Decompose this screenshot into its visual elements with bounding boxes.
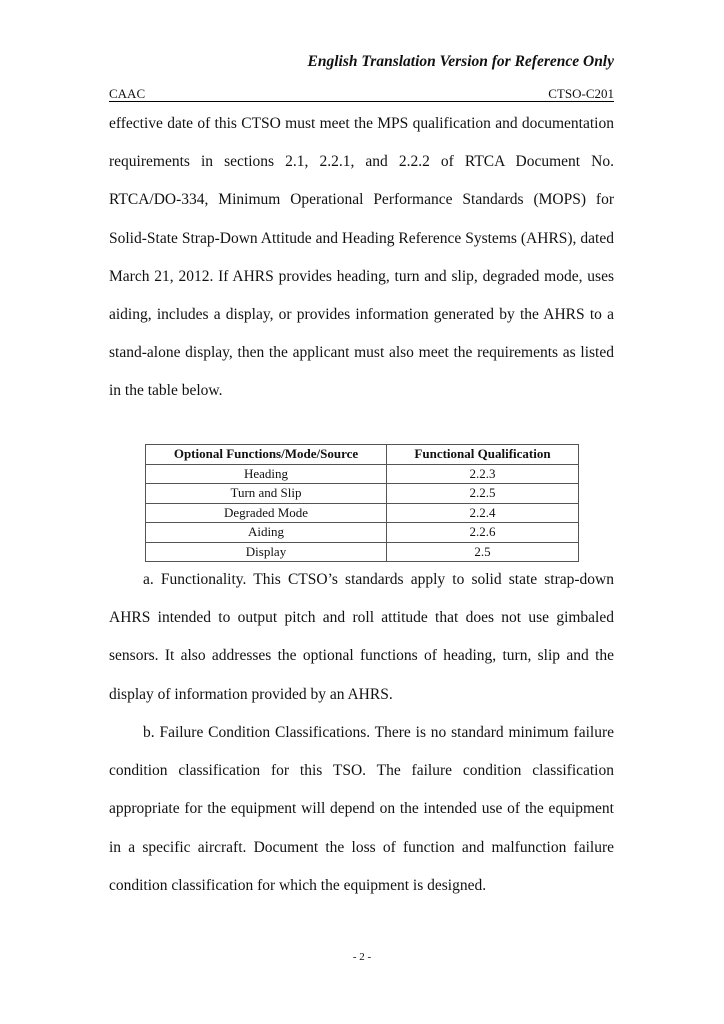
table-cell-function: Aiding xyxy=(146,523,387,543)
table-row xyxy=(146,503,579,523)
table-header-qualification: Functional Qualification xyxy=(387,445,579,465)
header-agency: CAAC xyxy=(109,86,146,101)
table-cell-qualification: 2.2.5 xyxy=(387,484,579,504)
page-number: - 2 - xyxy=(352,951,372,963)
table-cell-qualification: 2.2.3 xyxy=(387,464,579,484)
table-row xyxy=(146,464,579,484)
table-cell-function: Turn and Slip xyxy=(146,484,387,504)
table-cell-qualification: 2.5 xyxy=(387,542,579,562)
paragraph-failure-condition: b. Failure Condition Classifications. There is no standard minimum failure condition classification for this TSO. The failure condition classification appropriate for the equipment will depend on the intended use of the equipment in a specific aircraft. Document the loss of function and malfunction failure condition classification for which the equipment is designed. xyxy=(109,724,614,894)
table-cell-function: Heading xyxy=(146,464,387,484)
header-divider xyxy=(109,101,614,102)
table-row xyxy=(146,523,579,543)
table-header-function: Optional Functions/Mode/Source xyxy=(146,445,387,465)
table-cell-qualification: 2.2.6 xyxy=(387,523,579,543)
table-row xyxy=(146,542,579,562)
table-header-row xyxy=(146,445,579,465)
table-cell-qualification: 2.2.4 xyxy=(387,503,579,523)
header-document-id: CTSO-C201 xyxy=(548,86,614,101)
paragraph-effective-date: effective date of this CTSO must meet the MPS qualification and documentation requirements in sections 2.1, 2.2.1, and 2.2.2 of RTCA Document No. RTCA/DO-334, Minimum Operational Performance Standards (MOPS) for Solid-State Strap-Down Attitude and Heading Reference Systems (AHRS), dated March 21, 2012. If AHRS provides heading, turn and slip, degraded mode, uses aiding, includes a display, or provides information generated by the AHRS to a stand-alone display, then the applicant must also meet the requirements as listed in the table below. xyxy=(109,115,614,400)
table-cell-function: Degraded Mode xyxy=(146,503,387,523)
requirements-table xyxy=(145,444,579,562)
paragraph-functionality: a. Functionality. This CTSO’s standards apply to solid state strap-down AHRS intended to output pitch and roll attitude that does not use gimbaled sensors. It also addresses the optional functions of heading, turn, slip and the display of information provided by an AHRS. xyxy=(109,571,614,703)
table-row xyxy=(146,484,579,504)
document-header-title: English Translation Version for Reference Only xyxy=(307,53,614,70)
table-cell-function: Display xyxy=(146,542,387,562)
